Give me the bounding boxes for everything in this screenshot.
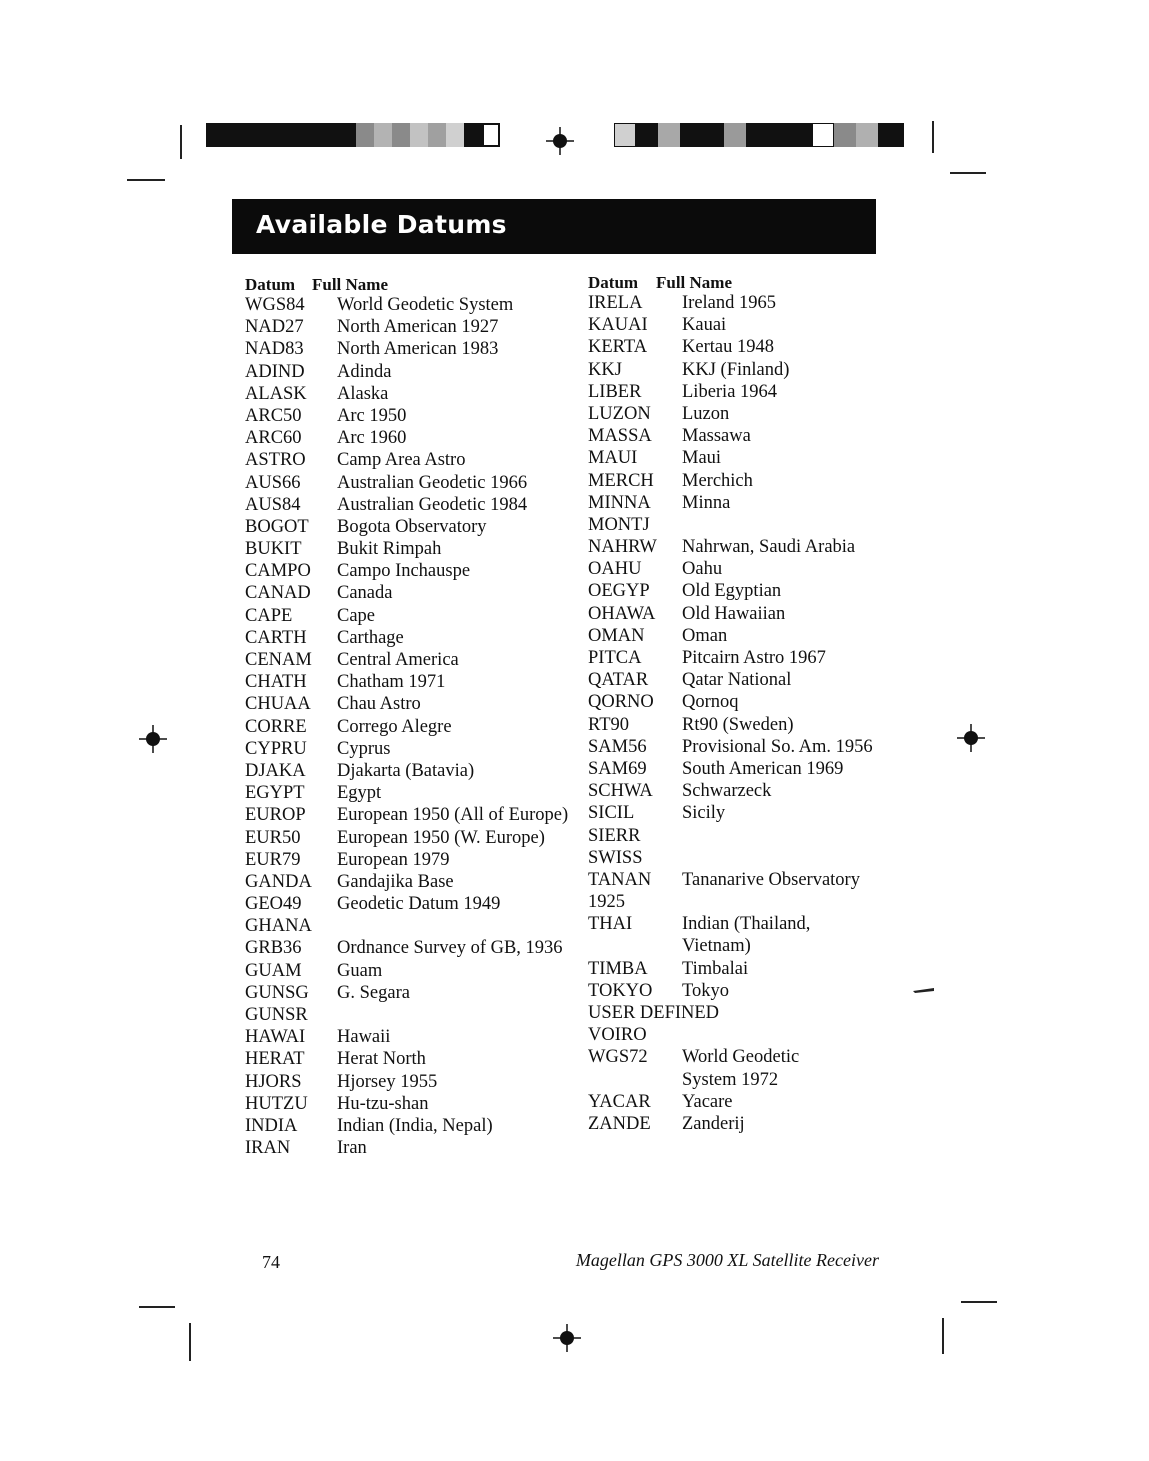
table-row xyxy=(588,737,888,759)
page-title: Available Datums xyxy=(256,210,507,239)
table-row xyxy=(588,670,888,692)
datum-code: CHUAA xyxy=(245,694,311,715)
registration-target-icon xyxy=(137,723,169,755)
table-row xyxy=(245,561,585,583)
datum-full-name: Gandajika Base xyxy=(337,871,454,892)
table-row xyxy=(245,384,585,406)
section-header-banner xyxy=(232,199,876,254)
datum-code: MINNA xyxy=(588,492,651,513)
table-row xyxy=(588,759,888,781)
table-row xyxy=(588,648,888,670)
table-row xyxy=(588,826,888,848)
table-row xyxy=(588,692,888,714)
datum-table-left xyxy=(245,275,585,1160)
table-row xyxy=(245,450,585,472)
table-row xyxy=(245,1049,585,1071)
datum-code: OAHU xyxy=(588,559,642,580)
crop-mark-top-right-v xyxy=(932,121,934,153)
datum-code: CENAM xyxy=(245,650,312,670)
datum-code: GHANA xyxy=(245,916,312,937)
datum-full-name: World Geodetic System xyxy=(337,295,514,315)
datum-full-name: Cyprus xyxy=(337,738,391,759)
datum-code: PITCA xyxy=(588,648,642,668)
table-row xyxy=(588,1070,888,1092)
registration-target-icon xyxy=(955,722,987,754)
datum-full-name: North American 1983 xyxy=(337,339,499,360)
crop-mark-bottom-left-h xyxy=(139,1306,175,1308)
table-row xyxy=(588,360,888,382)
crop-mark-top-right-h xyxy=(950,172,986,174)
datum-code: AUS66 xyxy=(245,472,301,493)
column-header-datum: Datum xyxy=(588,273,639,292)
datum-full-name: Ordnance Survey of GB, 1936 xyxy=(337,938,563,959)
table-row xyxy=(588,959,888,981)
datum-full-name: Central America xyxy=(337,650,459,670)
table-row xyxy=(245,517,585,539)
datum-code: SICIL xyxy=(588,803,635,824)
registration-target-icon xyxy=(551,1322,583,1354)
table-row xyxy=(588,604,888,626)
datum-code: WGS72 xyxy=(588,1047,648,1068)
table-row xyxy=(245,961,585,983)
table-row xyxy=(245,473,585,495)
datum-code: SAM56 xyxy=(588,736,647,757)
datum-code: CARTH xyxy=(245,627,307,648)
table-row xyxy=(245,428,585,450)
datum-code: DJAKA xyxy=(245,760,306,781)
table-row xyxy=(588,803,888,825)
datum-full-name: Bogota Observatory xyxy=(337,516,487,537)
table-row xyxy=(245,672,585,694)
crop-mark-bottom-left-v xyxy=(189,1323,191,1361)
datum-code: OEGYP xyxy=(588,581,650,602)
datum-code: ASTRO xyxy=(245,450,306,471)
datum-code: ARC60 xyxy=(245,428,302,449)
datum-code: GUAM xyxy=(245,960,302,981)
datum-code: CAPE xyxy=(245,605,293,626)
datum-code: USER DEFINED xyxy=(588,1003,720,1023)
table-row xyxy=(588,448,888,470)
table-row xyxy=(245,539,585,561)
datum-code: AUS84 xyxy=(245,494,301,515)
datum-table-right xyxy=(588,273,888,1136)
table-row xyxy=(588,914,888,936)
datum-code: OHAWA xyxy=(588,603,656,624)
datum-code: GUNSR xyxy=(245,1005,308,1025)
datum-full-name: Hjorsey 1955 xyxy=(337,1071,438,1092)
datum-full-name: Ireland 1965 xyxy=(682,293,777,313)
datum-full-name: Bukit Rimpah xyxy=(337,539,442,560)
datum-code: LUZON xyxy=(588,403,651,424)
datum-full-name: Kauai xyxy=(682,315,727,336)
table-row xyxy=(245,1005,585,1027)
table-row xyxy=(588,581,888,603)
datum-code: BOGOT xyxy=(245,516,309,537)
datum-full-name: Oman xyxy=(682,625,728,646)
datum-full-name: Hawaii xyxy=(337,1027,391,1048)
table-row xyxy=(588,1114,888,1136)
datum-full-name: Timbalai xyxy=(682,958,749,979)
datum-code: TIMBA xyxy=(588,958,648,979)
datum-full-name: Pitcairn Astro 1967 xyxy=(682,648,826,668)
datum-full-name: Guam xyxy=(337,960,383,981)
datum-code: NAHRW xyxy=(588,537,657,558)
datum-full-name: World Geodetic xyxy=(682,1047,800,1068)
datum-full-name: Yacare xyxy=(682,1091,733,1112)
datum-full-name: Provisional So. Am. 1956 xyxy=(682,736,873,757)
datum-full-name: Vietnam) xyxy=(682,936,751,957)
table-row xyxy=(588,892,888,914)
datum-code: EUR50 xyxy=(245,827,301,848)
datum-code: KKJ xyxy=(588,359,622,380)
table-row xyxy=(588,426,888,448)
datum-code: MONTJ xyxy=(588,514,650,535)
datum-full-name: Maui xyxy=(682,448,722,469)
datum-code: MASSA xyxy=(588,426,652,447)
table-row xyxy=(588,537,888,559)
table-row xyxy=(245,650,585,672)
table-row xyxy=(245,916,585,938)
datum-full-name: Merchich xyxy=(682,470,753,491)
datum-code: THAI xyxy=(588,914,633,935)
table-row xyxy=(588,404,888,426)
crop-mark-top-left-h xyxy=(127,179,165,181)
datum-code: RT90 xyxy=(588,714,630,735)
datum-full-name: Iran xyxy=(337,1138,367,1159)
datum-full-name: Luzon xyxy=(682,403,730,424)
datum-full-name: Qatar National xyxy=(682,670,792,691)
crop-mark-top-left-v xyxy=(180,125,182,159)
table-row xyxy=(245,761,585,783)
datum-full-name: Canada xyxy=(337,583,393,604)
table-row xyxy=(588,715,888,737)
datum-full-name: Campo Inchauspe xyxy=(337,561,471,582)
table-row xyxy=(245,495,585,517)
datum-full-name: System 1972 xyxy=(682,1069,779,1090)
datum-code: CORRE xyxy=(245,716,307,737)
datum-full-name: Tokyo xyxy=(682,980,730,1001)
table-row xyxy=(588,781,888,803)
datum-full-name: European 1950 (W. Europe) xyxy=(337,827,545,848)
datum-full-name: G. Segara xyxy=(337,982,410,1003)
datum-full-name: Chatham 1971 xyxy=(337,672,446,693)
table-row xyxy=(245,694,585,716)
table-row xyxy=(588,1003,888,1025)
table-row xyxy=(245,717,585,739)
datum-full-name: KKJ (Finland) xyxy=(682,359,790,380)
datum-full-name: Liberia 1964 xyxy=(682,381,778,402)
datum-full-name: Zanderij xyxy=(682,1113,745,1134)
datum-full-name: Arc 1960 xyxy=(337,428,407,449)
datum-full-name: Egypt xyxy=(337,783,382,804)
table-row xyxy=(245,1116,585,1138)
datum-code: GRB36 xyxy=(245,938,302,959)
datum-full-name: Old Hawaiian xyxy=(682,603,786,624)
color-bar-right xyxy=(614,123,904,147)
datum-code: EGYPT xyxy=(245,783,305,804)
datum-full-name: Tananarive Observatory xyxy=(682,869,860,890)
table-row xyxy=(245,983,585,1005)
datum-code: NAD27 xyxy=(245,317,304,338)
table-row xyxy=(245,783,585,805)
datum-code: INDIA xyxy=(245,1115,298,1136)
datum-code: HJORS xyxy=(245,1071,302,1092)
datum-code: HUTZU xyxy=(245,1093,308,1114)
datum-full-name: Chau Astro xyxy=(337,694,421,715)
datum-full-name: North American 1927 xyxy=(337,317,499,338)
datum-list-left xyxy=(245,295,585,1160)
datum-full-name: Adinda xyxy=(337,361,392,382)
datum-full-name: Indian (India, Nepal) xyxy=(337,1115,493,1136)
table-row xyxy=(245,339,585,361)
datum-code: SCHWA xyxy=(588,781,653,802)
datum-code: ARC50 xyxy=(245,405,302,426)
table-row xyxy=(588,382,888,404)
table-header xyxy=(245,275,585,295)
table-row xyxy=(245,938,585,960)
table-row xyxy=(245,606,585,628)
datum-full-name: Massawa xyxy=(682,426,751,447)
datum-code: TANAN xyxy=(588,869,652,890)
datum-full-name: Geodetic Datum 1949 xyxy=(337,894,501,915)
table-row xyxy=(588,471,888,493)
datum-full-name: European 1979 xyxy=(337,849,450,870)
datum-code: VOIRO xyxy=(588,1025,647,1046)
datum-code: GANDA xyxy=(245,871,312,892)
table-row xyxy=(588,337,888,359)
datum-code: EUR79 xyxy=(245,849,301,870)
datum-code: IRELA xyxy=(588,293,643,313)
datum-code: GUNSG xyxy=(245,982,309,1003)
table-row xyxy=(245,1138,585,1160)
datum-code: MERCH xyxy=(588,470,654,491)
datum-code: QATAR xyxy=(588,670,649,691)
table-row xyxy=(588,936,888,958)
running-footer-title: Magellan GPS 3000 XL Satellite Receiver xyxy=(575,1250,879,1270)
datum-full-name: Cape xyxy=(337,605,376,626)
datum-full-name: Rt90 (Sweden) xyxy=(682,714,794,735)
datum-code: NAD83 xyxy=(245,339,304,360)
datum-full-name: Alaska xyxy=(337,383,389,404)
datum-full-name: Herat North xyxy=(337,1049,426,1070)
datum-full-name: Djakarta (Batavia) xyxy=(337,760,475,781)
column-header-full-name: Full Name xyxy=(312,275,389,294)
datum-full-name: Arc 1950 xyxy=(337,405,407,426)
datum-full-name: European 1950 (All of Europe) xyxy=(337,805,569,826)
datum-full-name: Indian (Thailand, xyxy=(682,914,811,935)
color-bar-left xyxy=(206,123,500,147)
datum-full-name: Nahrwan, Saudi Arabia xyxy=(682,537,856,558)
datum-code: SIERR xyxy=(588,825,641,846)
datum-full-name: Qornoq xyxy=(682,692,739,713)
datum-code: SAM69 xyxy=(588,758,647,779)
table-row xyxy=(588,981,888,1003)
datum-code: 1925 xyxy=(588,892,625,913)
column-header-datum: Datum xyxy=(245,275,296,294)
datum-code: CHATH xyxy=(245,672,307,693)
page-number: 74 xyxy=(262,1252,280,1272)
table-row xyxy=(245,628,585,650)
datum-code: KERTA xyxy=(588,337,648,358)
table-row xyxy=(588,1092,888,1114)
datum-code: LIBER xyxy=(588,381,642,402)
datum-code: TOKYO xyxy=(588,980,653,1001)
datum-full-name: Old Egyptian xyxy=(682,581,782,602)
datum-full-name: Australian Geodetic 1966 xyxy=(337,472,528,493)
table-row xyxy=(588,848,888,870)
datum-code: MAUI xyxy=(588,448,638,469)
table-row xyxy=(588,626,888,648)
datum-full-name: Carthage xyxy=(337,627,404,648)
datum-code: CAMPO xyxy=(245,561,311,582)
datum-code: EUROP xyxy=(245,805,306,826)
table-header xyxy=(588,273,888,293)
table-row xyxy=(245,583,585,605)
datum-code: QORNO xyxy=(588,692,654,713)
datum-code: YACAR xyxy=(588,1091,651,1112)
table-row xyxy=(588,515,888,537)
datum-full-name: Australian Geodetic 1984 xyxy=(337,494,528,515)
table-row xyxy=(245,1094,585,1116)
datum-code: HAWAI xyxy=(245,1027,306,1048)
table-row xyxy=(245,295,585,317)
datum-full-name: Hu-tzu-shan xyxy=(337,1093,429,1114)
datum-full-name: Kertau 1948 xyxy=(682,337,774,358)
datum-code: KAUAI xyxy=(588,315,648,336)
datum-full-name: Schwarzeck xyxy=(682,781,772,802)
datum-list-right xyxy=(588,293,888,1136)
table-row xyxy=(245,362,585,384)
datum-code: HERAT xyxy=(245,1049,305,1070)
table-row xyxy=(245,317,585,339)
crop-mark-bottom-right-h xyxy=(961,1301,997,1303)
datum-code: CYPRU xyxy=(245,738,307,759)
table-row xyxy=(588,1025,888,1047)
table-row xyxy=(588,1047,888,1069)
table-row xyxy=(245,406,585,428)
datum-full-name: Sicily xyxy=(682,803,726,824)
datum-code: GEO49 xyxy=(245,894,302,915)
table-row xyxy=(245,872,585,894)
column-header-full-name: Full Name xyxy=(656,273,733,292)
datum-full-name: Oahu xyxy=(682,559,723,580)
table-row xyxy=(588,493,888,515)
datum-code: ZANDE xyxy=(588,1113,651,1134)
datum-code: WGS84 xyxy=(245,295,305,315)
datum-full-name: Camp Area Astro xyxy=(337,450,466,471)
registration-target-icon xyxy=(544,125,576,157)
datum-full-name: South American 1969 xyxy=(682,758,844,779)
datum-code: CANAD xyxy=(245,583,311,604)
datum-full-name: Corrego Alegre xyxy=(337,716,452,737)
table-row xyxy=(245,1027,585,1049)
table-row xyxy=(245,850,585,872)
datum-code: IRAN xyxy=(245,1138,291,1159)
table-row xyxy=(588,870,888,892)
table-row xyxy=(245,739,585,761)
datum-code: ALASK xyxy=(245,383,307,404)
crop-mark-bottom-right-v xyxy=(942,1318,944,1354)
datum-full-name: Minna xyxy=(682,492,731,513)
table-row xyxy=(245,1072,585,1094)
table-row xyxy=(245,894,585,916)
datum-code: SWISS xyxy=(588,847,643,868)
table-row xyxy=(245,828,585,850)
datum-code: ADIND xyxy=(245,361,305,382)
datum-code: BUKIT xyxy=(245,539,302,560)
datum-code: OMAN xyxy=(588,625,645,646)
table-row xyxy=(245,805,585,827)
smudge-mark-icon xyxy=(912,985,936,995)
table-row xyxy=(588,293,888,315)
table-row xyxy=(588,559,888,581)
table-row xyxy=(588,315,888,337)
